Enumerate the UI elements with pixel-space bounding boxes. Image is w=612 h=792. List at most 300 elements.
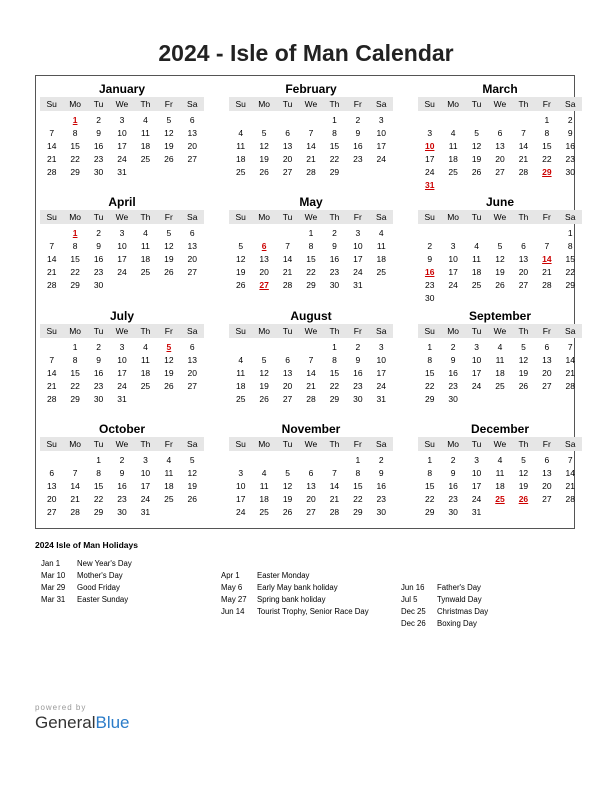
- day-cell: 28: [565, 381, 576, 391]
- weekday-label: Sa: [565, 99, 576, 109]
- day-cell: 6: [285, 128, 290, 138]
- day-cell: 4: [497, 342, 503, 352]
- weekday-label: Th: [518, 99, 529, 109]
- weekday-label: We: [493, 326, 507, 336]
- day-cell: 12: [164, 355, 174, 365]
- day-cell: 17: [471, 368, 482, 378]
- day-cell: 18: [235, 154, 246, 164]
- day-cell: 30: [93, 394, 104, 404]
- day-cell: 27: [187, 267, 198, 277]
- holiday-row: [221, 606, 369, 618]
- holiday-date: Mar 29: [41, 583, 66, 592]
- day-cell: 3: [119, 342, 125, 352]
- day-cell: 28: [306, 394, 316, 404]
- day-cell: 14: [329, 481, 340, 491]
- day-cell: 15: [424, 481, 435, 491]
- day-cell: 14: [46, 254, 57, 264]
- holiday-date: Mar 10: [41, 571, 66, 580]
- day-cell: 20: [46, 494, 57, 504]
- day-cell: 2: [355, 342, 361, 352]
- day-cell: 19: [187, 481, 198, 491]
- weekday-label: We: [304, 439, 318, 449]
- day-cell: 15: [70, 141, 80, 151]
- days-grid: [40, 338, 204, 416]
- day-cell: 14: [46, 368, 57, 378]
- day-cell: 22: [353, 494, 363, 504]
- day-cell: 2: [96, 228, 101, 238]
- holiday-date: Apr 1: [221, 571, 240, 580]
- day-cell: 24: [117, 381, 127, 391]
- day-cell: 16: [565, 141, 576, 151]
- month-name: April: [108, 195, 136, 209]
- weekday-header: [40, 210, 204, 224]
- day-cell: 23: [329, 267, 340, 277]
- day-cell: 18: [259, 494, 269, 504]
- day-cell: 27: [518, 280, 529, 290]
- day-cell: 6: [189, 228, 195, 238]
- weekday-label: Fr: [353, 99, 362, 109]
- day-cell: 27: [187, 381, 198, 391]
- day-cell: 27: [282, 394, 293, 404]
- weekday-label: Mo: [258, 99, 271, 109]
- weekday-label: Th: [329, 439, 340, 449]
- weekday-label: Su: [424, 326, 435, 336]
- day-cell: 7: [49, 355, 55, 365]
- day-cell: 21: [306, 154, 316, 164]
- day-cell: 18: [235, 381, 246, 391]
- day-cell: 19: [259, 381, 269, 391]
- month-october: [40, 421, 204, 529]
- day-cell: 1: [427, 342, 433, 352]
- day-cell: 20: [187, 141, 198, 151]
- day-cell: 7: [567, 342, 573, 352]
- day-cell: 6: [521, 241, 526, 251]
- holiday-day-cell: 26: [518, 494, 529, 504]
- day-cell: 7: [49, 241, 55, 251]
- month-name: February: [285, 82, 337, 96]
- day-cell: 14: [282, 254, 293, 264]
- day-cell: 12: [235, 254, 246, 264]
- weekday-label: Tu: [471, 326, 482, 336]
- day-cell: 24: [117, 267, 127, 277]
- day-cell: 1: [567, 228, 573, 238]
- day-cell: 12: [259, 141, 269, 151]
- day-cell: 28: [565, 494, 576, 504]
- day-cell: 15: [306, 254, 316, 264]
- weekday-header: [229, 210, 393, 224]
- holiday-row: [221, 570, 369, 582]
- day-cell: 25: [164, 494, 174, 504]
- day-cell: 6: [49, 468, 55, 478]
- day-cell: 11: [495, 468, 505, 478]
- day-cell: 27: [542, 494, 552, 504]
- day-cell: 5: [189, 455, 195, 465]
- days-grid: [40, 224, 204, 302]
- day-cell: 21: [46, 267, 57, 277]
- day-cell: 12: [187, 468, 198, 478]
- day-cell: 2: [378, 455, 384, 465]
- weekday-label: Fr: [542, 212, 551, 222]
- day-cell: 9: [96, 355, 101, 365]
- day-cell: 3: [474, 455, 479, 465]
- day-cell: 26: [495, 280, 505, 290]
- day-cell: 7: [285, 241, 290, 251]
- day-cell: 15: [424, 368, 435, 378]
- weekday-label: Th: [518, 326, 529, 336]
- day-cell: 16: [93, 141, 104, 151]
- holiday-name: Good Friday: [77, 583, 120, 592]
- day-cell: 3: [427, 128, 433, 138]
- day-cell: 6: [544, 342, 550, 352]
- weekday-label: Mo: [69, 326, 82, 336]
- day-cell: 8: [567, 241, 573, 251]
- month-april: [40, 194, 204, 302]
- day-cell: 11: [141, 241, 150, 251]
- day-cell: 7: [308, 128, 314, 138]
- holiday-date: May 6: [221, 583, 243, 592]
- day-cell: 11: [495, 355, 505, 365]
- day-cell: 13: [518, 254, 529, 264]
- days-grid: [40, 451, 204, 529]
- days-grid: [229, 224, 393, 302]
- day-cell: 15: [329, 368, 340, 378]
- weekday-label: Mo: [447, 99, 460, 109]
- day-cell: 23: [424, 280, 435, 290]
- calendar-grid: [35, 75, 575, 529]
- day-cell: 25: [259, 507, 269, 517]
- day-cell: 27: [542, 381, 552, 391]
- day-cell: 7: [308, 355, 314, 365]
- day-cell: 17: [140, 481, 151, 491]
- day-cell: 23: [376, 494, 387, 504]
- day-cell: 1: [72, 342, 78, 352]
- weekday-label: Tu: [282, 439, 293, 449]
- day-cell: 22: [306, 267, 316, 277]
- day-cell: 29: [424, 394, 435, 404]
- day-cell: 14: [70, 481, 80, 491]
- day-cell: 28: [46, 394, 57, 404]
- day-cell: 1: [308, 228, 314, 238]
- weekday-label: Tu: [93, 326, 104, 336]
- holiday-date: Mar 31: [41, 595, 66, 604]
- holiday-name: Father's Day: [437, 583, 481, 592]
- day-cell: 24: [424, 167, 435, 177]
- holiday-row: [41, 558, 132, 570]
- weekday-label: Tu: [282, 99, 293, 109]
- holiday-row: [401, 606, 488, 618]
- holiday-row: [401, 582, 488, 594]
- holiday-day-cell: 29: [542, 167, 552, 177]
- day-cell: 25: [448, 167, 458, 177]
- day-cell: 13: [282, 368, 293, 378]
- days-grid: [229, 338, 393, 416]
- weekday-label: Fr: [542, 99, 551, 109]
- weekday-header: [40, 324, 204, 338]
- day-cell: 8: [308, 241, 314, 251]
- day-cell: 11: [164, 468, 174, 478]
- days-grid: [418, 451, 582, 529]
- holiday-column: [401, 582, 488, 630]
- powered-by-label: powered by: [35, 703, 87, 712]
- weekday-label: We: [115, 99, 129, 109]
- day-cell: 17: [376, 368, 387, 378]
- day-cell: 28: [329, 507, 340, 517]
- day-cell: 23: [93, 154, 104, 164]
- day-cell: 14: [565, 355, 576, 365]
- day-cell: 22: [565, 267, 576, 277]
- day-cell: 8: [72, 128, 78, 138]
- holiday-day-cell: 16: [424, 267, 435, 277]
- day-cell: 3: [143, 455, 148, 465]
- weekday-label: Fr: [164, 439, 173, 449]
- day-cell: 30: [329, 280, 340, 290]
- holiday-name: Easter Sunday: [77, 595, 129, 604]
- day-cell: 29: [70, 167, 80, 177]
- day-cell: 25: [140, 381, 151, 391]
- day-cell: 1: [544, 115, 550, 125]
- day-cell: 24: [376, 381, 387, 391]
- day-cell: 19: [235, 267, 246, 277]
- day-cell: 30: [448, 394, 458, 404]
- weekday-label: Su: [46, 326, 57, 336]
- day-cell: 4: [378, 228, 384, 238]
- day-cell: 22: [93, 494, 104, 504]
- day-cell: 13: [495, 141, 505, 151]
- day-cell: 9: [450, 355, 456, 365]
- weekday-label: We: [493, 439, 507, 449]
- holiday-name: Tynwald Day: [437, 595, 482, 604]
- holiday-row: [41, 594, 132, 606]
- weekday-label: Mo: [447, 326, 460, 336]
- day-cell: 10: [117, 128, 127, 138]
- day-cell: 14: [518, 141, 529, 151]
- day-cell: 14: [565, 468, 576, 478]
- day-cell: 2: [355, 115, 361, 125]
- day-cell: 13: [187, 241, 198, 251]
- day-cell: 2: [450, 455, 456, 465]
- day-cell: 2: [96, 115, 101, 125]
- month-name: June: [485, 195, 514, 209]
- holiday-row: [41, 570, 132, 582]
- day-cell: 14: [46, 141, 57, 151]
- weekday-label: Tu: [282, 212, 293, 222]
- day-cell: 15: [565, 254, 576, 264]
- day-cell: 17: [235, 494, 246, 504]
- holiday-day-cell: 1: [72, 115, 78, 125]
- day-cell: 11: [236, 141, 246, 151]
- day-cell: 6: [308, 468, 314, 478]
- day-cell: 19: [282, 494, 293, 504]
- day-cell: 18: [495, 481, 505, 491]
- day-cell: 17: [424, 154, 435, 164]
- brand-name: [35, 713, 130, 733]
- day-cell: 10: [448, 254, 458, 264]
- day-cell: 25: [471, 280, 482, 290]
- holiday-row: [401, 618, 488, 630]
- holiday-date: Jul 5: [401, 595, 418, 604]
- weekday-label: Th: [518, 212, 529, 222]
- day-cell: 17: [117, 368, 127, 378]
- holiday-row: [221, 594, 369, 606]
- weekday-header: [418, 210, 582, 224]
- day-cell: 23: [93, 267, 104, 277]
- weekday-label: Su: [424, 212, 435, 222]
- day-cell: 18: [448, 154, 458, 164]
- day-cell: 13: [187, 355, 198, 365]
- weekday-label: Mo: [258, 326, 271, 336]
- day-cell: 28: [306, 167, 316, 177]
- day-cell: 26: [235, 280, 246, 290]
- day-cell: 3: [355, 228, 361, 238]
- day-cell: 27: [46, 507, 57, 517]
- day-cell: 10: [376, 355, 387, 365]
- day-cell: 30: [424, 293, 435, 303]
- day-cell: 17: [448, 267, 458, 277]
- weekday-label: Su: [235, 326, 246, 336]
- month-may: [229, 194, 393, 302]
- day-cell: 12: [282, 481, 293, 491]
- day-cell: 19: [164, 254, 174, 264]
- day-cell: 5: [166, 228, 172, 238]
- day-cell: 16: [448, 368, 458, 378]
- day-cell: 1: [96, 455, 101, 465]
- day-cell: 24: [448, 280, 458, 290]
- day-cell: 7: [521, 128, 526, 138]
- day-cell: 31: [353, 280, 363, 290]
- day-cell: 10: [376, 128, 387, 138]
- day-cell: 24: [353, 267, 363, 277]
- weekday-label: Sa: [187, 439, 198, 449]
- holiday-day-cell: 31: [424, 180, 435, 190]
- day-cell: 12: [495, 254, 505, 264]
- day-cell: 28: [46, 167, 57, 177]
- day-cell: 20: [495, 154, 505, 164]
- day-cell: 30: [117, 507, 127, 517]
- weekday-label: Tu: [93, 99, 104, 109]
- day-cell: 18: [140, 254, 151, 264]
- day-cell: 22: [70, 154, 80, 164]
- day-cell: 31: [140, 507, 151, 517]
- day-cell: 10: [235, 481, 246, 491]
- day-cell: 25: [376, 267, 387, 277]
- weekday-label: Fr: [353, 326, 362, 336]
- weekday-label: Th: [329, 326, 340, 336]
- weekday-label: Tu: [93, 212, 104, 222]
- day-cell: 19: [259, 154, 269, 164]
- day-cell: 9: [96, 128, 101, 138]
- day-cell: 5: [285, 468, 290, 478]
- day-cell: 20: [542, 368, 552, 378]
- day-cell: 23: [117, 494, 127, 504]
- weekday-header: [229, 437, 393, 451]
- weekday-label: Th: [140, 99, 151, 109]
- day-cell: 5: [521, 455, 526, 465]
- weekday-label: We: [115, 439, 129, 449]
- day-cell: 28: [518, 167, 529, 177]
- weekday-label: Sa: [565, 439, 576, 449]
- day-cell: 25: [140, 267, 151, 277]
- day-cell: 4: [261, 468, 267, 478]
- day-cell: 16: [353, 368, 363, 378]
- day-cell: 23: [448, 381, 458, 391]
- weekday-label: Sa: [376, 99, 387, 109]
- day-cell: 13: [542, 468, 552, 478]
- weekday-label: Tu: [93, 439, 104, 449]
- holiday-row: [41, 582, 132, 594]
- day-cell: 26: [164, 154, 174, 164]
- day-cell: 21: [46, 381, 57, 391]
- day-cell: 20: [542, 481, 552, 491]
- holiday-date: Dec 26: [401, 619, 426, 628]
- holiday-name: Mother's Day: [77, 571, 123, 580]
- day-cell: 14: [306, 141, 316, 151]
- day-cell: 1: [355, 455, 361, 465]
- holiday-day-cell: 1: [72, 228, 78, 238]
- holiday-day-cell: 14: [542, 254, 552, 264]
- day-cell: 13: [259, 254, 269, 264]
- day-cell: 29: [329, 394, 340, 404]
- day-cell: 26: [259, 167, 269, 177]
- day-cell: 4: [497, 455, 503, 465]
- weekday-label: Th: [329, 212, 340, 222]
- day-cell: 5: [238, 241, 244, 251]
- day-cell: 20: [187, 368, 198, 378]
- month-june: [418, 194, 582, 302]
- day-cell: 7: [567, 455, 573, 465]
- day-cell: 12: [259, 368, 269, 378]
- day-cell: 24: [471, 381, 482, 391]
- day-cell: 28: [70, 507, 80, 517]
- month-november: [229, 421, 393, 529]
- day-cell: 19: [518, 481, 529, 491]
- weekday-label: Mo: [258, 212, 271, 222]
- day-cell: 19: [518, 368, 529, 378]
- day-cell: 2: [119, 455, 125, 465]
- day-cell: 25: [140, 154, 151, 164]
- weekday-label: Mo: [447, 212, 460, 222]
- day-cell: 21: [70, 494, 80, 504]
- weekday-label: Su: [235, 439, 246, 449]
- day-cell: 15: [70, 368, 80, 378]
- day-cell: 17: [117, 254, 127, 264]
- day-cell: 18: [495, 368, 505, 378]
- day-cell: 25: [235, 394, 246, 404]
- holiday-day-cell: 27: [259, 280, 269, 290]
- day-cell: 23: [353, 381, 363, 391]
- day-cell: 29: [70, 280, 80, 290]
- day-cell: 9: [450, 468, 456, 478]
- day-cell: 16: [448, 481, 458, 491]
- day-cell: 8: [544, 128, 550, 138]
- day-cell: 24: [117, 154, 127, 164]
- holiday-name: Christmas Day: [437, 607, 489, 616]
- day-cell: 12: [518, 468, 529, 478]
- month-name: March: [482, 82, 518, 96]
- day-cell: 26: [471, 167, 482, 177]
- day-cell: 18: [140, 141, 151, 151]
- day-cell: 5: [166, 115, 172, 125]
- day-cell: 8: [72, 355, 78, 365]
- weekday-label: Th: [518, 439, 529, 449]
- holiday-date: Jan 1: [41, 559, 61, 568]
- day-cell: 20: [282, 154, 293, 164]
- weekday-label: Mo: [258, 439, 271, 449]
- day-cell: 3: [378, 115, 384, 125]
- day-cell: 23: [353, 154, 363, 164]
- brand-logo: [35, 703, 130, 733]
- day-cell: 4: [143, 228, 148, 238]
- day-cell: 5: [474, 128, 479, 138]
